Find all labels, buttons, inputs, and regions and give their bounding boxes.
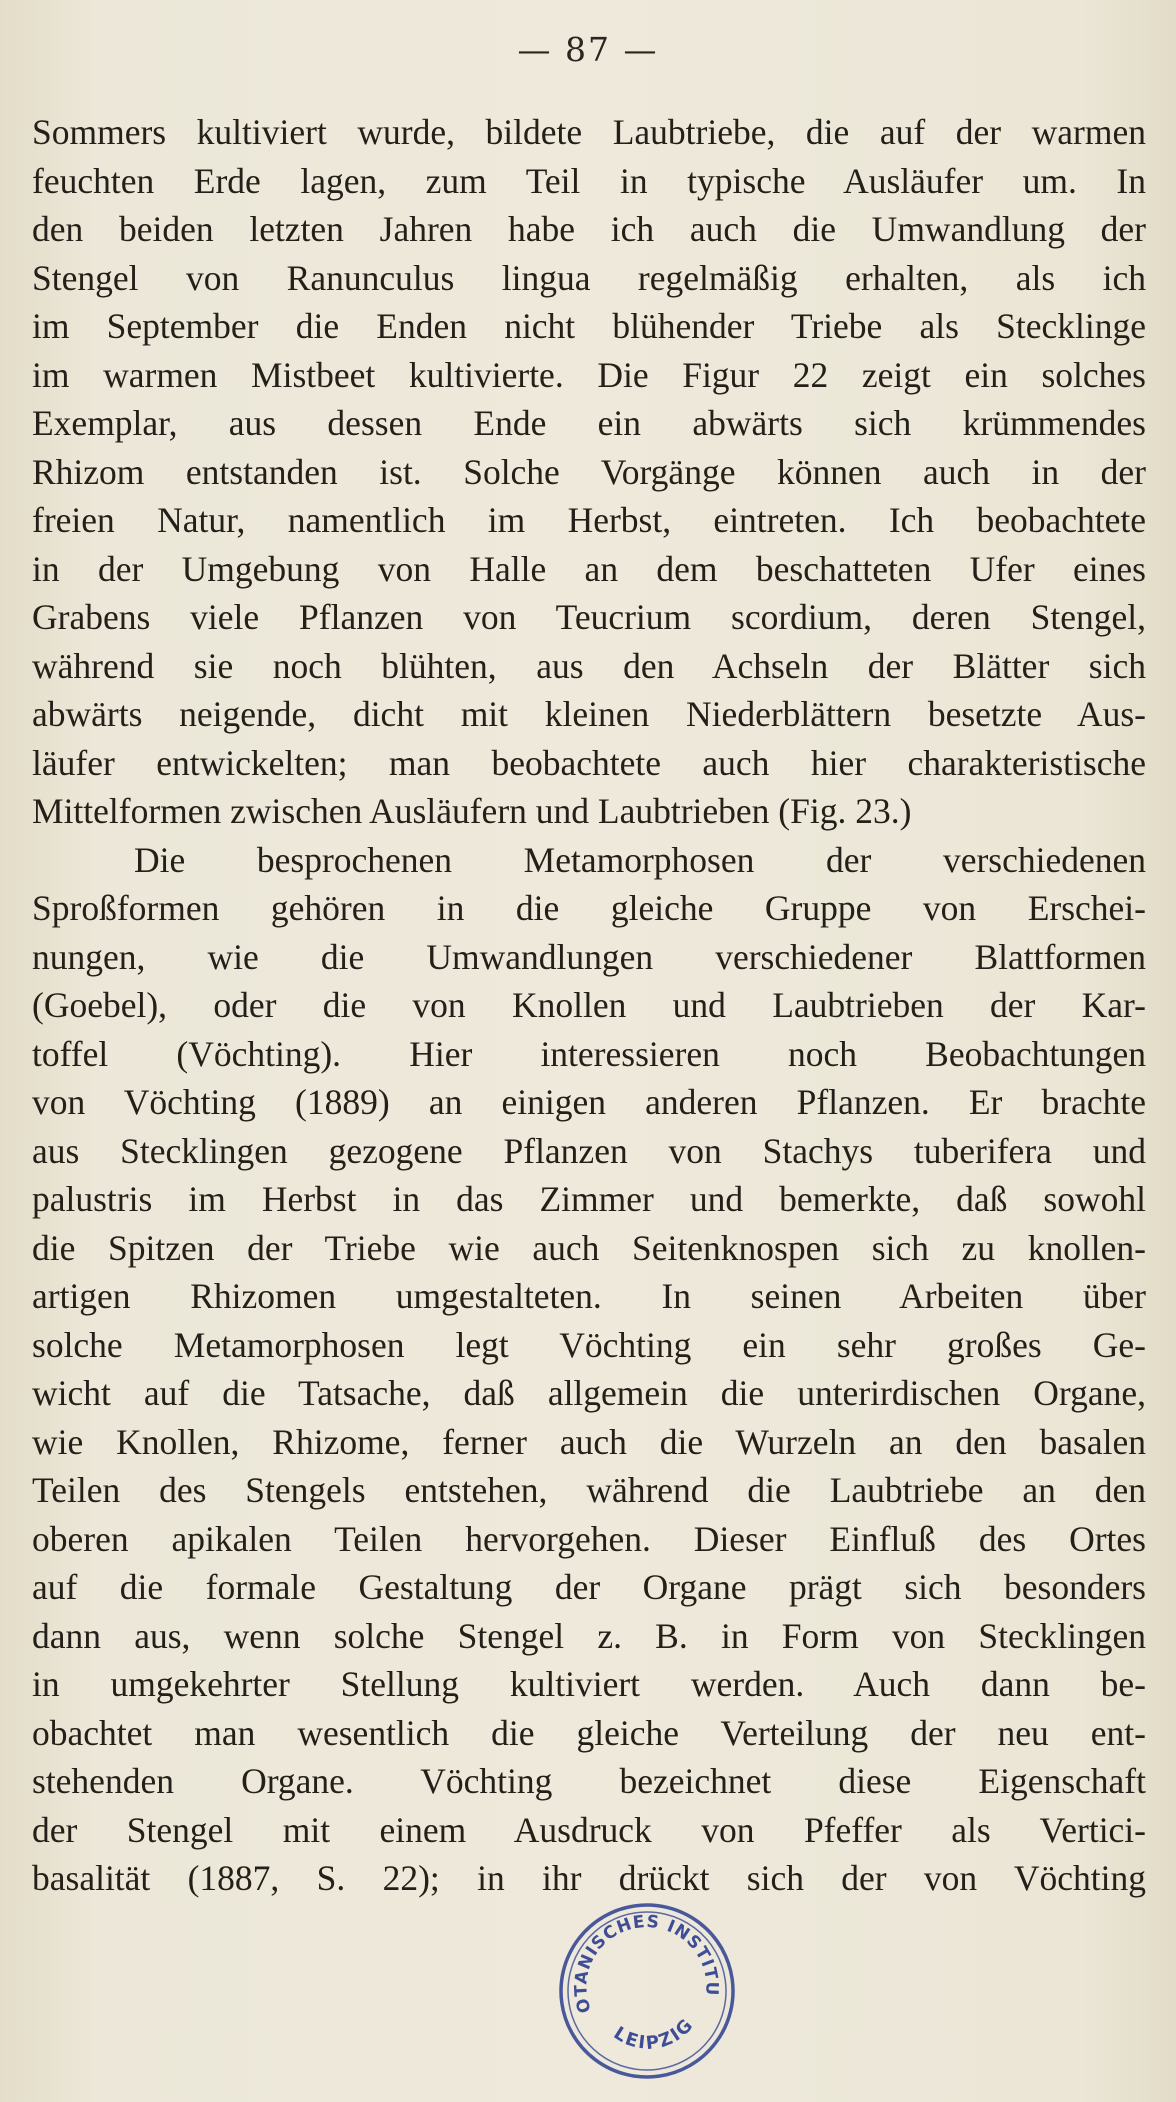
text-line: basalität (1887, S. 22); in ihr drückt sich der von Vöchting [32,1858,1146,1898]
text-line: in umgekehrter Stellung kultiviert werden. Auch dann be- [32,1664,1146,1704]
text-line: wicht auf die Tatsache, daß allgemein die unterirdischen Organe, [32,1373,1146,1413]
text-line: Grabens viele Pflanzen von Teucrium scordium, deren Stengel, [32,597,1146,637]
library-stamp [556,1900,738,2082]
text-line: Sommers kultiviert wurde, bildete Laubtriebe, die auf der warmen [32,112,1146,152]
text-line: läufer entwickelten; man beobachtete auch hier charakteristische [32,742,1146,783]
body-text [32,108,1146,1903]
text-line: oberen apikalen Teilen hervorgehen. Dieser Einfluß des Ortes [32,1518,1146,1559]
text-line: solche Metamorphosen legt Vöchting ein sehr großes Ge- [32,1324,1146,1365]
text-line: aus Stecklingen gezogene Pflanzen von Stachys tuberifera und [32,1130,1146,1171]
text-line: im warmen Mistbeet kultivierte. Die Figur 22 zeigt ein solches [32,354,1146,395]
text-line: in der Umgebung von Halle an dem beschatteten Ufer eines [32,548,1146,589]
text-line: (Goebel), oder die von Knollen und Laubtrieben der Kar- [32,985,1146,1025]
text-line: die Spitzen der Triebe wie auch Seitenknospen sich zu knollen- [32,1227,1146,1268]
text-line: artigen Rhizomen umgestalteten. In seinen Arbeiten über [32,1276,1146,1316]
text-line: freien Natur, namentlich im Herbst, eintreten. Ich beobachtete [32,500,1146,540]
stamp-bottom-text: LEIPZIG [609,2013,699,2055]
text-line: Stengel von Ranunculus lingua regelmäßig erhalten, als ich [32,257,1146,298]
text-line: Exemplar, aus dessen Ende ein abwärts sich krümmendes [32,403,1146,443]
text-line: den beiden letzten Jahren habe ich auch die Umwandlung der [32,209,1146,249]
text-line: im September die Enden nicht blühender Triebe als Stecklinge [32,306,1146,346]
text-line: toffel (Vöchting). Hier interessieren noch Beobachtungen [32,1033,1146,1074]
stamp-top-text: BOTANISCHES INSTITUT [571,1911,722,2016]
text-line: Sproßformen gehören in die gleiche Gruppe von Erschei- [32,888,1146,928]
text-line: während sie noch blühten, aus den Achseln der Blätter sich [32,645,1146,686]
text-line: Mittelformen zwischen Ausläufern und Laubtrieben (Fig. 23.) [32,791,912,831]
text-line: stehenden Organe. Vöchting bezeichnet diese Eigenschaft [32,1761,1146,1801]
text-line: auf die formale Gestaltung der Organe prägt sich besonders [32,1567,1146,1607]
text-line: abwärts neigende, dicht mit kleinen Niederblättern besetzte Aus- [32,694,1146,734]
page-number: — 87 — [517,30,659,69]
text-line: Rhizom entstanden ist. Solche Vorgänge können auch in der [32,451,1146,492]
text-line: der Stengel mit einem Ausdruck von Pfeffer als Vertici- [32,1809,1146,1850]
text-line: dann aus, wenn solche Stengel z. B. in Form von Stecklingen [32,1615,1146,1656]
text-line: palustris im Herbst in das Zimmer und bemerkte, daß sowohl [32,1179,1146,1219]
text-line: nungen, wie die Umwandlungen verschiedener Blattformen [32,936,1146,977]
text-line: obachtet man wesentlich die gleiche Verteilung der neu ent- [32,1712,1146,1753]
text-line: wie Knollen, Rhizome, ferner auch die Wurzeln an den basalen [32,1421,1146,1462]
text-line: von Vöchting (1889) an einigen anderen Pflanzen. Er brachte [32,1082,1146,1122]
text-line-paragraph-start: Die besprochenen Metamorphosen der verschiedenen [134,839,1146,880]
text-line: Teilen des Stengels entstehen, während die Laubtriebe an den [32,1470,1146,1510]
text-line: feuchten Erde lagen, zum Teil in typische Ausläufer um. In [32,160,1146,201]
